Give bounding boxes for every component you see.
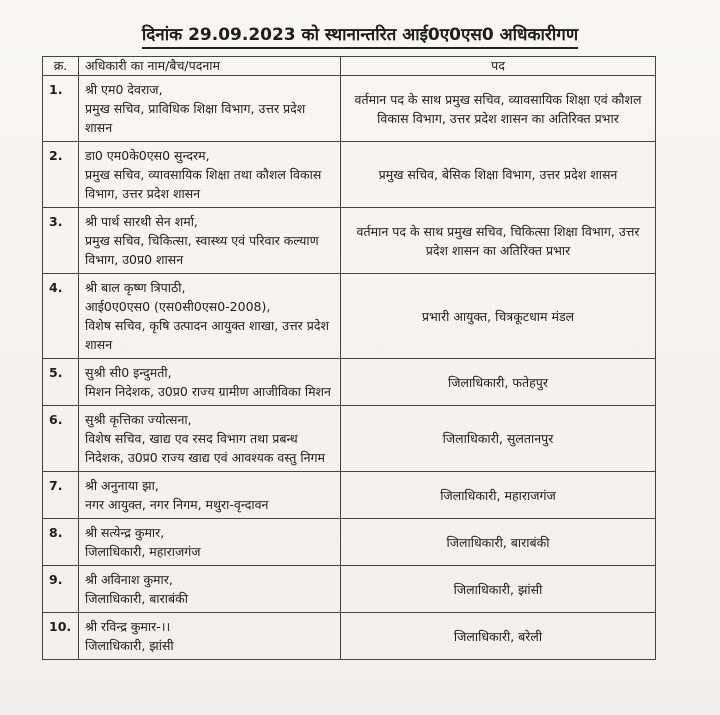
table-header-row — [43, 57, 656, 76]
row-officer: डा0 एम0के0एस0 सुन्दरम, प्रमुख सचिव, व्यावसायिक शिक्षा तथा कौशल विकास विभाग, उत्तर प्रदेश शासन — [79, 142, 341, 208]
table-row — [43, 359, 656, 406]
row-post: वर्तमान पद के साथ प्रमुख सचिव, चिकित्सा शिक्षा विभाग, उत्तर प्रदेश शासन का अतिरिक्त प्रभार — [341, 208, 656, 274]
table-row — [43, 76, 656, 142]
row-sno: 7. — [43, 472, 79, 519]
table-row — [43, 208, 656, 274]
table-row — [43, 519, 656, 566]
table-row — [43, 406, 656, 472]
row-officer: सुश्री कृत्तिका ज्योत्सना, विशेष सचिव, खाद्य एव रसद विभाग तथा प्रबन्ध निदेशक, उ0प्र0 राज्य खाद्य एवं आवश्यक वस्तु निगम — [79, 406, 341, 472]
row-officer: श्री सत्येन्द्र कुमार, जिलाधिकारी, महाराजगंज — [79, 519, 341, 566]
row-post: प्रमुख सचिव, बेसिक शिक्षा विभाग, उत्तर प्रदेश शासन — [341, 142, 656, 208]
row-post: जिलाधिकारी, सुलतानपुर — [341, 406, 656, 472]
table-row — [43, 472, 656, 519]
row-officer: श्री अनुनाया झा, नगर आयुक्त, नगर निगम, मथुरा-वृन्दावन — [79, 472, 341, 519]
row-sno: 3. — [43, 208, 79, 274]
table-row — [43, 566, 656, 613]
row-officer: श्री पार्थ सारथी सेन शर्मा, प्रमुख सचिव, चिकित्सा, स्वास्थ्य एवं परिवार कल्याण विभाग, उ0प्र0 शासन — [79, 208, 341, 274]
row-sno: 5. — [43, 359, 79, 406]
table-row — [43, 142, 656, 208]
header-name: अधिकारी का नाम/बैच/पदनाम — [79, 57, 341, 76]
row-post: जिलाधिकारी, झांसी — [341, 566, 656, 613]
document-title — [0, 22, 720, 45]
transfer-table — [42, 56, 656, 660]
row-post: प्रभारी आयुक्त, चित्रकूटधाम मंडल — [341, 274, 656, 359]
row-officer: सुश्री सी0 इन्दुमती, मिशन निदेशक, उ0प्र0 राज्य ग्रामीण आजीविका मिशन — [79, 359, 341, 406]
row-officer: श्री रविन्द्र कुमार-।। जिलाधिकारी, झांसी — [79, 613, 341, 660]
row-sno: 2. — [43, 142, 79, 208]
row-post: वर्तमान पद के साथ प्रमुख सचिव, व्यावसायिक शिक्षा एवं कौशल विकास विभाग, उत्तर प्रदेश शासन का अतिरिक्त प्रभार — [341, 76, 656, 142]
row-post: जिलाधिकारी, महाराजगंज — [341, 472, 656, 519]
header-sno: क्र. — [43, 57, 79, 76]
row-post: जिलाधिकारी, बरेली — [341, 613, 656, 660]
row-post: जिलाधिकारी, फतेहपुर — [341, 359, 656, 406]
row-post: जिलाधिकारी, बाराबंकी — [341, 519, 656, 566]
row-sno: 1. — [43, 76, 79, 142]
document-title-text: दिनांक 29.09.2023 को स्थानान्तरित आई0ए0एस0 अधिकारीगण — [142, 25, 578, 49]
row-sno: 9. — [43, 566, 79, 613]
header-post: पद — [341, 57, 656, 76]
row-officer: श्री बाल कृष्ण त्रिपाठी, आई0ए0एस0 (एस0सी0एस0-2008), विशेष सचिव, कृषि उत्पादन आयुक्त शाखा, उत्तर प्रदेश शासन — [79, 274, 341, 359]
row-sno: 8. — [43, 519, 79, 566]
table-row — [43, 274, 656, 359]
table-row — [43, 613, 656, 660]
row-officer: श्री एम0 देवराज, प्रमुख सचिव, प्राविधिक शिक्षा विभाग, उत्तर प्रदेश शासन — [79, 76, 341, 142]
row-officer: श्री अविनाश कुमार, जिलाधिकारी, बाराबंकी — [79, 566, 341, 613]
row-sno: 6. — [43, 406, 79, 472]
row-sno: 10. — [43, 613, 79, 660]
row-sno: 4. — [43, 274, 79, 359]
